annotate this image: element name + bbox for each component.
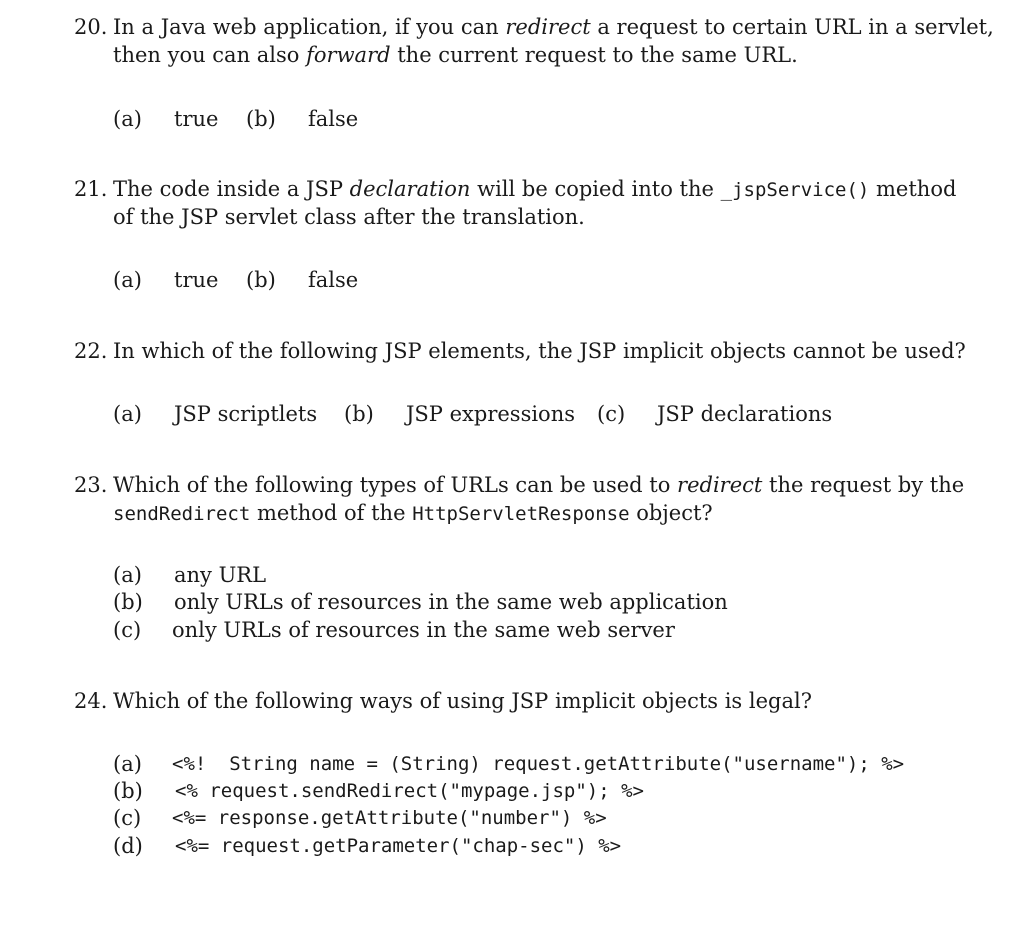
option-label: (a): [113, 563, 142, 587]
option-label: (b): [344, 402, 374, 426]
text-span: the current request to the same URL.: [390, 43, 798, 67]
question-text-line-2: [113, 42, 798, 69]
option-text: JSP expressions: [406, 402, 576, 426]
question-text-line-2: of the JSP servlet class after the translation.: [113, 205, 585, 229]
question-number: 20.: [74, 15, 108, 39]
code-text: _jspService(): [720, 179, 870, 201]
question-text-line-1: [113, 176, 956, 204]
option-text: only URLs of resources in the same web application: [174, 590, 728, 614]
text-span: In a Java web application, if you can: [113, 15, 506, 39]
code-option-text: <%= response.getAttribute("number") %>: [172, 807, 607, 829]
text-span: will be copied into the: [470, 177, 721, 201]
option-label: (c): [113, 618, 142, 642]
code-option-text: <%= request.getParameter("chap-sec") %>: [175, 835, 622, 857]
text-span: the request by the: [762, 473, 965, 497]
option-label: (c): [113, 806, 142, 830]
option-text: JSP declarations: [657, 402, 833, 426]
option-text: any URL: [174, 563, 267, 587]
option-label: (a): [113, 268, 142, 292]
text-span: method: [869, 177, 957, 201]
question-text-line-1: [113, 472, 964, 499]
option-label: (b): [246, 268, 276, 292]
code-option-text: <% request.sendRedirect("mypage.jsp"); %>: [175, 780, 644, 802]
emphasis-text: redirect: [677, 473, 763, 497]
option-text: true: [174, 107, 219, 131]
question-text-line-1: Which of the following ways of using JSP implicit objects is legal?: [113, 689, 812, 713]
question-number: 23.: [74, 473, 108, 497]
option-label: (b): [113, 779, 143, 803]
option-text: true: [174, 268, 219, 292]
text-span: object?: [629, 501, 713, 525]
option-text: false: [308, 268, 359, 292]
text-span: then you can also: [113, 43, 307, 67]
option-label: (a): [113, 107, 142, 131]
question-text-line-2: [113, 500, 713, 528]
option-label: (a): [113, 402, 142, 426]
question-text-line-1: [113, 14, 994, 41]
code-option-text: <%! String name = (String) request.getAttribute("username"); %>: [172, 753, 905, 775]
option-label: (b): [113, 590, 143, 614]
text-span: The code inside a JSP: [113, 177, 350, 201]
question-number: 22.: [74, 339, 108, 363]
option-text: JSP scriptlets: [174, 402, 318, 426]
question-number: 24.: [74, 689, 108, 713]
emphasis-text: declaration: [349, 177, 471, 201]
option-label: (c): [597, 402, 626, 426]
emphasis-text: redirect: [505, 15, 591, 39]
emphasis-text: forward: [306, 43, 391, 67]
question-number: 21.: [74, 177, 108, 201]
code-text: sendRedirect: [113, 503, 251, 525]
question-text-line-1: In which of the following JSP elements, the JSP implicit objects cannot be used?: [113, 339, 966, 363]
text-span: Which of the following types of URLs can be used to: [113, 473, 678, 497]
option-text: only URLs of resources in the same web server: [172, 618, 675, 642]
option-text: false: [308, 107, 359, 131]
text-span: method of the: [250, 501, 413, 525]
option-label: (b): [246, 107, 276, 131]
option-label: (a): [113, 752, 142, 776]
option-label: (d): [113, 834, 143, 858]
code-text: HttpServletResponse: [412, 503, 630, 525]
text-span: a request to certain URL in a servlet,: [590, 15, 994, 39]
